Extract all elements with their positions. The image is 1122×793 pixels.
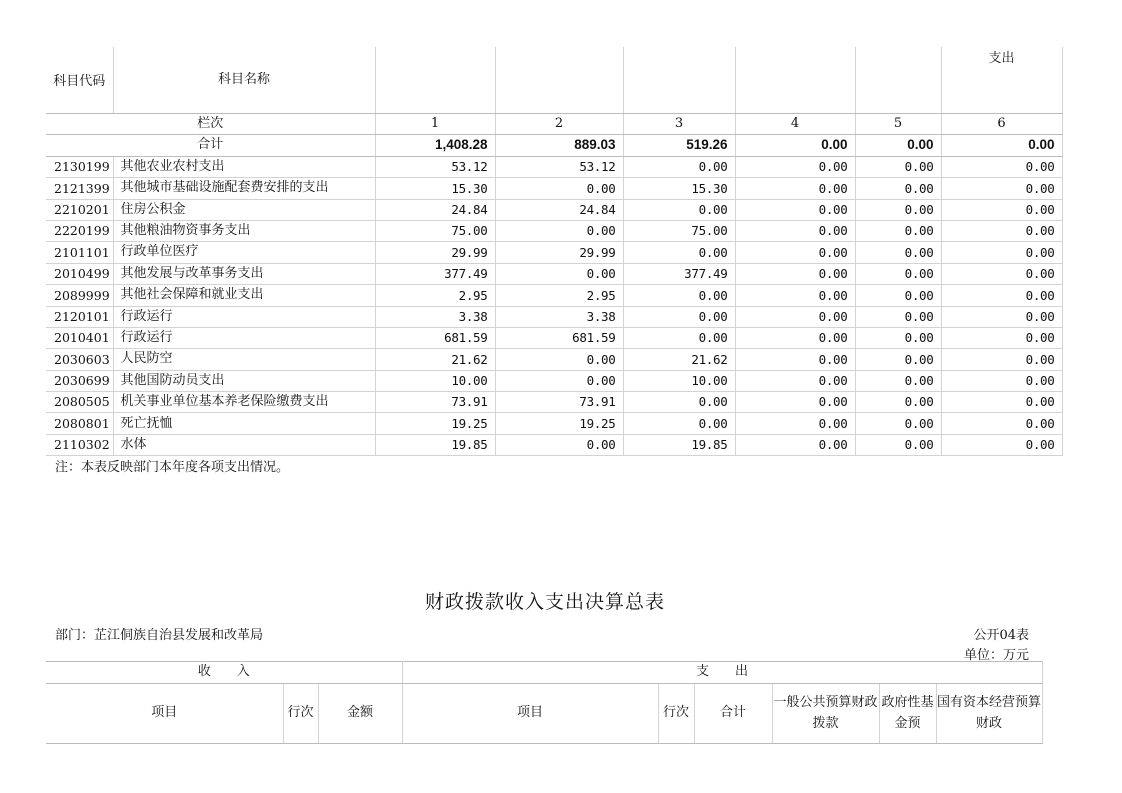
row-code: 2220199 — [46, 220, 113, 241]
col-header-line: 行次 — [283, 684, 318, 744]
row-value: 0.00 — [495, 370, 623, 391]
table-row — [46, 370, 1062, 391]
row-value: 10.00 — [375, 370, 495, 391]
table-row — [46, 306, 1062, 327]
row-value: 0.00 — [735, 349, 855, 370]
row-value: 0.00 — [855, 285, 941, 306]
col-header-item: 项目 — [402, 684, 658, 744]
row-value: 0.00 — [735, 306, 855, 327]
row-code: 2089999 — [46, 285, 113, 306]
row-name: 其他农业农村支出 — [113, 156, 375, 177]
table-row — [46, 220, 1062, 241]
row-value: 0.00 — [941, 263, 1062, 284]
total-row — [46, 135, 1062, 156]
row-code: 2101101 — [46, 242, 113, 263]
header-expense: 支出 — [941, 47, 1062, 114]
department-label: 部门：芷江侗族自治县发展和改革局 — [55, 628, 264, 643]
total-value: 0.00 — [941, 135, 1062, 156]
col-header-item: 项目 — [46, 684, 283, 744]
row-value: 0.00 — [495, 434, 623, 455]
header-cell — [375, 47, 495, 114]
row-value: 0.00 — [623, 413, 735, 434]
row-value: 21.62 — [623, 349, 735, 370]
row-code: 2210201 — [46, 199, 113, 220]
row-value: 0.00 — [623, 392, 735, 413]
row-value: 75.00 — [375, 220, 495, 241]
column-index: 2 — [495, 114, 623, 135]
row-value: 0.00 — [855, 156, 941, 177]
row-value: 0.00 — [941, 178, 1062, 199]
row-code: 2110302 — [46, 434, 113, 455]
header-cell — [495, 47, 623, 114]
row-value: 0.00 — [941, 434, 1062, 455]
row-value: 0.00 — [941, 199, 1062, 220]
row-value: 29.99 — [495, 242, 623, 263]
income-group-header: 收 入 — [46, 662, 402, 684]
row-value: 0.00 — [941, 413, 1062, 434]
row-value: 0.00 — [735, 434, 855, 455]
row-value: 0.00 — [623, 156, 735, 177]
row-value: 0.00 — [855, 413, 941, 434]
header-code: 科目代码 — [46, 47, 113, 114]
total-value: 0.00 — [855, 135, 941, 156]
row-name: 行政运行 — [113, 327, 375, 348]
total-value: 519.26 — [623, 135, 735, 156]
section-title: 财政拨款收入支出决算总表 — [424, 591, 665, 613]
row-value: 0.00 — [735, 392, 855, 413]
row-value: 0.00 — [623, 199, 735, 220]
header-cell — [855, 47, 941, 114]
row-value: 0.00 — [855, 263, 941, 284]
row-name: 其他发展与改革事务支出 — [113, 263, 375, 284]
table-row — [46, 434, 1062, 455]
total-value: 889.03 — [495, 135, 623, 156]
expense-group-header: 支 出 — [402, 662, 1042, 684]
row-code: 2080505 — [46, 392, 113, 413]
row-value: 3.38 — [375, 306, 495, 327]
row-value: 73.91 — [375, 392, 495, 413]
row-value: 0.00 — [941, 392, 1062, 413]
row-value: 0.00 — [735, 220, 855, 241]
table-note: 注：本表反映部门本年度各项支出情况。 — [55, 460, 290, 475]
column-index: 4 — [735, 114, 855, 135]
column-index: 5 — [855, 114, 941, 135]
row-name: 其他社会保障和就业支出 — [113, 285, 375, 306]
total-value: 0.00 — [735, 135, 855, 156]
table-row — [46, 285, 1062, 306]
row-value: 0.00 — [495, 220, 623, 241]
row-code: 2130199 — [46, 156, 113, 177]
header-cell — [735, 47, 855, 114]
row-code: 2010401 — [46, 327, 113, 348]
row-value: 53.12 — [495, 156, 623, 177]
column-index: 6 — [941, 114, 1062, 135]
row-value: 75.00 — [623, 220, 735, 241]
table-row — [46, 156, 1062, 177]
row-value: 0.00 — [855, 306, 941, 327]
row-value: 53.12 — [375, 156, 495, 177]
summary-group-row — [46, 662, 1042, 684]
row-name: 死亡抚恤 — [113, 413, 375, 434]
row-value: 0.00 — [941, 156, 1062, 177]
unit-label: 单位：万元 — [963, 648, 1029, 663]
table-row — [46, 199, 1062, 220]
row-value: 0.00 — [623, 306, 735, 327]
table-row — [46, 242, 1062, 263]
row-value: 0.00 — [735, 327, 855, 348]
table-row — [46, 392, 1062, 413]
row-name: 人民防空 — [113, 349, 375, 370]
row-code: 2080801 — [46, 413, 113, 434]
row-value: 0.00 — [855, 370, 941, 391]
row-value: 15.30 — [375, 178, 495, 199]
row-value: 0.00 — [623, 285, 735, 306]
table-row — [46, 263, 1062, 284]
row-value: 24.84 — [375, 199, 495, 220]
total-label: 合计 — [46, 135, 375, 156]
row-value: 21.62 — [375, 349, 495, 370]
row-value: 0.00 — [495, 263, 623, 284]
row-value: 0.00 — [941, 349, 1062, 370]
row-code: 2030699 — [46, 370, 113, 391]
row-value: 681.59 — [375, 327, 495, 348]
row-value: 0.00 — [855, 349, 941, 370]
table-row — [46, 178, 1062, 199]
col-header-line: 行次 — [658, 684, 694, 744]
row-value: 0.00 — [623, 242, 735, 263]
row-value: 0.00 — [855, 178, 941, 199]
row-value: 0.00 — [735, 370, 855, 391]
row-value: 10.00 — [623, 370, 735, 391]
row-name: 其他国防动员支出 — [113, 370, 375, 391]
row-value: 0.00 — [941, 220, 1062, 241]
row-name: 机关事业单位基本养老保险缴费支出 — [113, 392, 375, 413]
row-value: 0.00 — [941, 242, 1062, 263]
row-value: 377.49 — [623, 263, 735, 284]
row-value: 0.00 — [855, 220, 941, 241]
column-index: 3 — [623, 114, 735, 135]
row-name: 其他城市基础设施配套费安排的支出 — [113, 178, 375, 199]
row-value: 0.00 — [735, 413, 855, 434]
row-code: 2010499 — [46, 263, 113, 284]
row-value: 0.00 — [855, 242, 941, 263]
row-value: 19.25 — [375, 413, 495, 434]
table-row — [46, 349, 1062, 370]
col-header-state-capital: 国有资本经营预算财政 — [936, 684, 1042, 744]
row-value: 3.38 — [495, 306, 623, 327]
row-value: 0.00 — [495, 349, 623, 370]
row-code: 2120101 — [46, 306, 113, 327]
table-row — [46, 413, 1062, 434]
row-value: 0.00 — [855, 434, 941, 455]
row-value: 0.00 — [735, 285, 855, 306]
form-number: 公开04表 — [973, 628, 1029, 643]
row-value: 0.00 — [855, 199, 941, 220]
row-code: 2121399 — [46, 178, 113, 199]
total-value: 1,408.28 — [375, 135, 495, 156]
col-header-amount: 金额 — [318, 684, 402, 744]
header-name: 科目名称 — [113, 47, 375, 114]
row-value: 0.00 — [735, 199, 855, 220]
row-value: 24.84 — [495, 199, 623, 220]
table-row — [46, 327, 1062, 348]
row-name: 其他粮油物资事务支出 — [113, 220, 375, 241]
summary-table — [46, 661, 1043, 744]
row-value: 19.85 — [623, 434, 735, 455]
row-value: 2.95 — [375, 285, 495, 306]
row-name: 行政运行 — [113, 306, 375, 327]
column-index-label: 栏次 — [46, 114, 375, 135]
row-value: 0.00 — [941, 285, 1062, 306]
column-index: 1 — [375, 114, 495, 135]
row-value: 681.59 — [495, 327, 623, 348]
row-value: 73.91 — [495, 392, 623, 413]
row-name: 行政单位医疗 — [113, 242, 375, 263]
row-value: 377.49 — [375, 263, 495, 284]
expenditure-table — [46, 47, 1063, 456]
col-header-general-budget: 一般公共预算财政拨款 — [772, 684, 879, 744]
row-value: 0.00 — [735, 242, 855, 263]
row-value: 0.00 — [941, 370, 1062, 391]
row-value: 0.00 — [495, 178, 623, 199]
row-value: 0.00 — [623, 327, 735, 348]
row-value: 0.00 — [855, 327, 941, 348]
row-value: 19.25 — [495, 413, 623, 434]
row-value: 15.30 — [623, 178, 735, 199]
row-name: 水体 — [113, 434, 375, 455]
col-header-fund-budget: 政府性基金预 — [879, 684, 936, 744]
row-name: 住房公积金 — [113, 199, 375, 220]
summary-header-row — [46, 684, 1042, 744]
row-value: 0.00 — [735, 156, 855, 177]
row-value: 0.00 — [735, 263, 855, 284]
column-index-row — [46, 114, 1062, 135]
col-header-total: 合计 — [694, 684, 772, 744]
row-value: 0.00 — [941, 327, 1062, 348]
row-value: 0.00 — [735, 178, 855, 199]
row-value: 19.85 — [375, 434, 495, 455]
header-cell — [623, 47, 735, 114]
row-value: 0.00 — [941, 306, 1062, 327]
row-code: 2030603 — [46, 349, 113, 370]
table-header-row — [46, 47, 1062, 114]
row-value: 29.99 — [375, 242, 495, 263]
row-value: 0.00 — [855, 392, 941, 413]
row-value: 2.95 — [495, 285, 623, 306]
